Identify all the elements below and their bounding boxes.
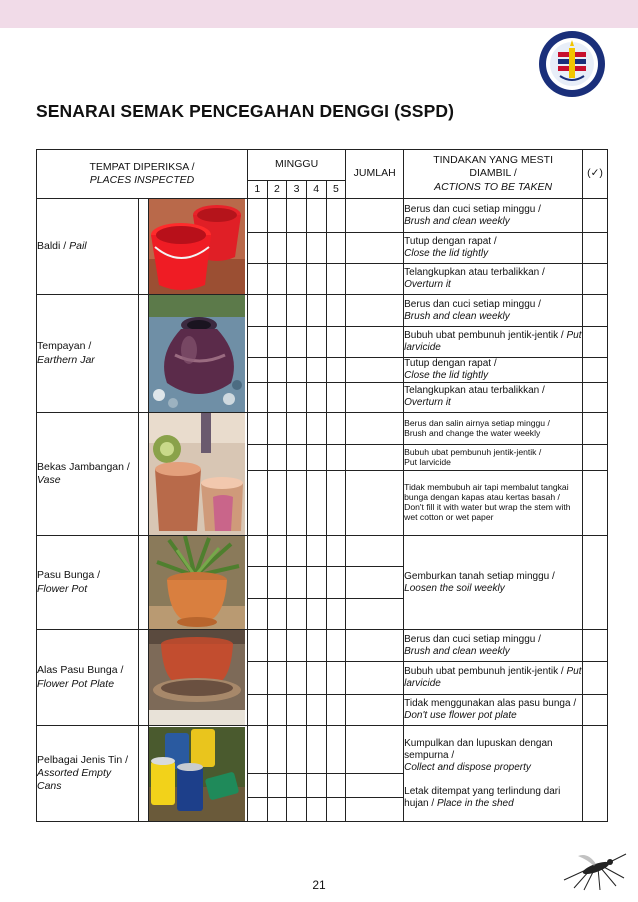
week-cell[interactable]: [267, 630, 287, 662]
action-text: Tidak membubuh air tapi membalut tangkai bunga dengan kapas atau kertas basah / Don't fill it with water but wrap the stem with wet cotton or wet paper: [404, 471, 583, 536]
week-cell[interactable]: [326, 598, 346, 629]
check-header: (✓): [583, 150, 608, 199]
places-header: TEMPAT DIPERIKSA / PLACES INSPECTED: [37, 150, 248, 199]
total-cell[interactable]: [346, 445, 404, 471]
week-cell[interactable]: [287, 233, 307, 263]
cell-r1-total-a[interactable]: [346, 199, 404, 233]
week-5-header: 5: [326, 181, 346, 199]
check-cell[interactable]: [583, 327, 608, 357]
check-cell[interactable]: [583, 295, 608, 327]
week-cell[interactable]: [247, 662, 267, 694]
week-cell[interactable]: [306, 263, 326, 294]
total-cell[interactable]: [346, 263, 404, 294]
week-cell[interactable]: [326, 357, 346, 382]
week-cell[interactable]: [326, 327, 346, 357]
action-text: Berus dan cuci setiap minggu / Brush and clean weekly: [404, 630, 583, 662]
week-cell[interactable]: [306, 798, 326, 822]
check-cell[interactable]: [583, 536, 608, 630]
week-cell[interactable]: [326, 694, 346, 725]
week-cell[interactable]: [267, 471, 287, 536]
cell-r1-w4-a[interactable]: [306, 199, 326, 233]
total-cell[interactable]: [346, 382, 404, 412]
week-cell[interactable]: [287, 567, 307, 598]
week-cell[interactable]: [306, 445, 326, 471]
week-cell[interactable]: [267, 567, 287, 598]
action-text: Bubuh ubat pembunuh jentik-jentik / Put larvicide: [404, 662, 583, 694]
week-cell[interactable]: [267, 774, 287, 798]
week-cell[interactable]: [326, 263, 346, 294]
action-text: Bubuh ubat pembunuh jentik-jentik / Put larvicide: [404, 327, 583, 357]
week-cell[interactable]: [247, 357, 267, 382]
week-cell[interactable]: [267, 662, 287, 694]
week-cell[interactable]: [287, 536, 307, 567]
action-text: Tidak menggunakan alas pasu bunga / Don't use flower pot plate: [404, 694, 583, 725]
week-cell[interactable]: [326, 536, 346, 567]
total-cell[interactable]: [346, 567, 404, 598]
week-cell[interactable]: [247, 726, 267, 774]
week-cell[interactable]: [287, 382, 307, 412]
week-cell[interactable]: [287, 327, 307, 357]
action-text: Berus dan cuci setiap minggu / Brush and clean weekly: [404, 199, 583, 233]
total-cell[interactable]: [346, 694, 404, 725]
total-cell[interactable]: [346, 295, 404, 327]
pot-plate-photo: [149, 630, 245, 725]
week-cell[interactable]: [247, 413, 267, 445]
total-cell[interactable]: [346, 798, 404, 822]
place-earthen-jar: Tempayan / Earthern Jar: [37, 295, 139, 413]
check-cell[interactable]: [583, 263, 608, 294]
week-cell[interactable]: [247, 567, 267, 598]
check-cell[interactable]: [583, 382, 608, 412]
total-cell[interactable]: [346, 327, 404, 357]
week-cell[interactable]: [306, 536, 326, 567]
total-cell[interactable]: [346, 598, 404, 629]
check-cell[interactable]: [583, 726, 608, 822]
week-cell[interactable]: [287, 726, 307, 774]
top-color-band: [0, 0, 638, 28]
week-cell[interactable]: [247, 798, 267, 822]
week-cell[interactable]: [306, 567, 326, 598]
week-cell[interactable]: [267, 694, 287, 725]
week-cell[interactable]: [247, 694, 267, 725]
page-number: 21: [312, 878, 326, 892]
week-cell[interactable]: [326, 774, 346, 798]
total-cell[interactable]: [346, 662, 404, 694]
action-text: Berus dan salin airnya setiap minggu / Brush and change the water weekly: [404, 413, 583, 445]
week-cell[interactable]: [326, 662, 346, 694]
cell-r1-w3-a[interactable]: [287, 199, 307, 233]
place-pail: Baldi / Pail: [37, 199, 139, 295]
week-cell[interactable]: [306, 630, 326, 662]
photo-empty-cans: [148, 726, 247, 822]
week-cell[interactable]: [267, 445, 287, 471]
actions-header: TINDAKAN YANG MESTI DIAMBIL / ACTIONS TO BE TAKEN: [404, 150, 583, 199]
week-cell[interactable]: [306, 662, 326, 694]
week-cell[interactable]: [306, 471, 326, 536]
check-cell[interactable]: [583, 199, 608, 233]
check-cell[interactable]: [583, 233, 608, 263]
earthen-jar-photo: [149, 295, 245, 412]
week-cell[interactable]: [326, 726, 346, 774]
place-flower-pot-plate: Alas Pasu Bunga / Flower Pot Plate: [37, 630, 139, 726]
total-cell[interactable]: [346, 233, 404, 263]
week-cell[interactable]: [306, 295, 326, 327]
total-cell[interactable]: [346, 630, 404, 662]
week-cell[interactable]: [306, 598, 326, 629]
action-text: Kumpulkan dan lupuskan dengan sempurna / Collect and dispose property Letak ditempat yang terlindung dari hujan / Place in the shed: [404, 726, 583, 822]
week-cell[interactable]: [247, 536, 267, 567]
flower-pot-photo: [149, 536, 245, 629]
check-cell[interactable]: [583, 357, 608, 382]
week-cell[interactable]: [326, 413, 346, 445]
red-pails-photo: [149, 199, 245, 294]
week-cell[interactable]: [287, 598, 307, 629]
week-cell[interactable]: [287, 413, 307, 445]
check-cell[interactable]: [583, 662, 608, 694]
week-cell[interactable]: [247, 263, 267, 294]
week-cell[interactable]: [326, 295, 346, 327]
week-cell[interactable]: [247, 471, 267, 536]
week-3-header: 3: [287, 181, 307, 199]
week-cell[interactable]: [247, 630, 267, 662]
photo-vases: [148, 413, 247, 536]
check-cell[interactable]: [583, 413, 608, 445]
action-text: Tutup dengan rapat / Close the lid tightly: [404, 233, 583, 263]
total-cell[interactable]: [346, 536, 404, 567]
total-cell[interactable]: [346, 471, 404, 536]
photo-flower-pot: [148, 536, 247, 630]
total-cell[interactable]: [346, 774, 404, 798]
week-cell[interactable]: [267, 413, 287, 445]
week-cell[interactable]: [287, 774, 307, 798]
minggu-header: MINGGU: [247, 150, 345, 181]
week-cell[interactable]: [287, 471, 307, 536]
action-text: Bubuh ubat pembunuh jentik-jentik / Put larvicide: [404, 445, 583, 471]
week-cell[interactable]: [267, 382, 287, 412]
week-cell[interactable]: [306, 694, 326, 725]
cell-r1-w2-a[interactable]: [267, 199, 287, 233]
check-cell[interactable]: [583, 445, 608, 471]
place-empty-cans: Pelbagai Jenis Tin / Assorted Empty Cans: [37, 726, 139, 822]
week-cell[interactable]: [326, 445, 346, 471]
week-cell[interactable]: [247, 774, 267, 798]
photo-red-pails: [148, 199, 247, 295]
total-cell[interactable]: [346, 413, 404, 445]
checklist-table: [36, 149, 608, 822]
week-cell[interactable]: [306, 327, 326, 357]
week-cell[interactable]: [306, 382, 326, 412]
page-title: SENARAI SEMAK PENCEGAHAN DENGGI (SSPD): [36, 101, 455, 121]
ministry-logo: [538, 30, 606, 98]
week-cell[interactable]: [326, 567, 346, 598]
action-text: Telangkupkan atau terbalikkan / Overturn it: [404, 382, 583, 412]
week-cell[interactable]: [287, 662, 307, 694]
week-cell[interactable]: [267, 295, 287, 327]
week-cell[interactable]: [267, 327, 287, 357]
place-vase: Bekas Jambangan / Vase: [37, 413, 139, 536]
week-cell[interactable]: [267, 726, 287, 774]
week-cell[interactable]: [306, 357, 326, 382]
jumlah-header: JUMLAH: [346, 150, 404, 199]
week-cell[interactable]: [306, 413, 326, 445]
week-cell[interactable]: [287, 798, 307, 822]
week-cell[interactable]: [306, 726, 326, 774]
week-4-header: 4: [306, 181, 326, 199]
week-cell[interactable]: [287, 263, 307, 294]
check-cell[interactable]: [583, 471, 608, 536]
week-cell[interactable]: [267, 263, 287, 294]
photo-earthen-jar: [148, 295, 247, 413]
week-cell[interactable]: [267, 798, 287, 822]
week-cell[interactable]: [247, 327, 267, 357]
photo-pot-plate: [148, 630, 247, 726]
week-cell[interactable]: [287, 630, 307, 662]
place-flower-pot: Pasu Bunga / Flower Pot: [37, 536, 139, 630]
week-cell[interactable]: [247, 233, 267, 263]
cell-r1-w1-a[interactable]: [247, 199, 267, 233]
action-text: Gemburkan tanah setiap minggu / Loosen the soil weekly: [404, 536, 583, 630]
week-cell[interactable]: [267, 357, 287, 382]
action-text: Berus dan cuci setiap minggu / Brush and clean weekly: [404, 295, 583, 327]
week-cell[interactable]: [326, 630, 346, 662]
check-cell[interactable]: [583, 630, 608, 662]
week-cell[interactable]: [267, 536, 287, 567]
check-cell[interactable]: [583, 694, 608, 725]
week-cell[interactable]: [267, 233, 287, 263]
week-cell[interactable]: [267, 598, 287, 629]
week-cell[interactable]: [287, 357, 307, 382]
week-cell[interactable]: [287, 694, 307, 725]
action-text: Tutup dengan rapat / Close the lid tightly: [404, 357, 583, 382]
week-cell[interactable]: [326, 233, 346, 263]
week-1-header: 1: [247, 181, 267, 199]
week-cell[interactable]: [287, 445, 307, 471]
week-cell[interactable]: [247, 445, 267, 471]
total-cell[interactable]: [346, 357, 404, 382]
action-text: Telangkupkan atau terbalikkan / Overturn it: [404, 263, 583, 294]
cell-r1-w5-a[interactable]: [326, 199, 346, 233]
week-2-header: 2: [267, 181, 287, 199]
week-cell[interactable]: [247, 295, 267, 327]
week-cell[interactable]: [247, 598, 267, 629]
total-cell[interactable]: [346, 726, 404, 774]
week-cell[interactable]: [247, 382, 267, 412]
week-cell[interactable]: [326, 382, 346, 412]
empty-cans-photo: [149, 727, 245, 821]
week-cell[interactable]: [306, 774, 326, 798]
week-cell[interactable]: [306, 233, 326, 263]
vases-photo: [149, 413, 245, 535]
week-cell[interactable]: [326, 798, 346, 822]
week-cell[interactable]: [326, 471, 346, 536]
week-cell[interactable]: [287, 295, 307, 327]
